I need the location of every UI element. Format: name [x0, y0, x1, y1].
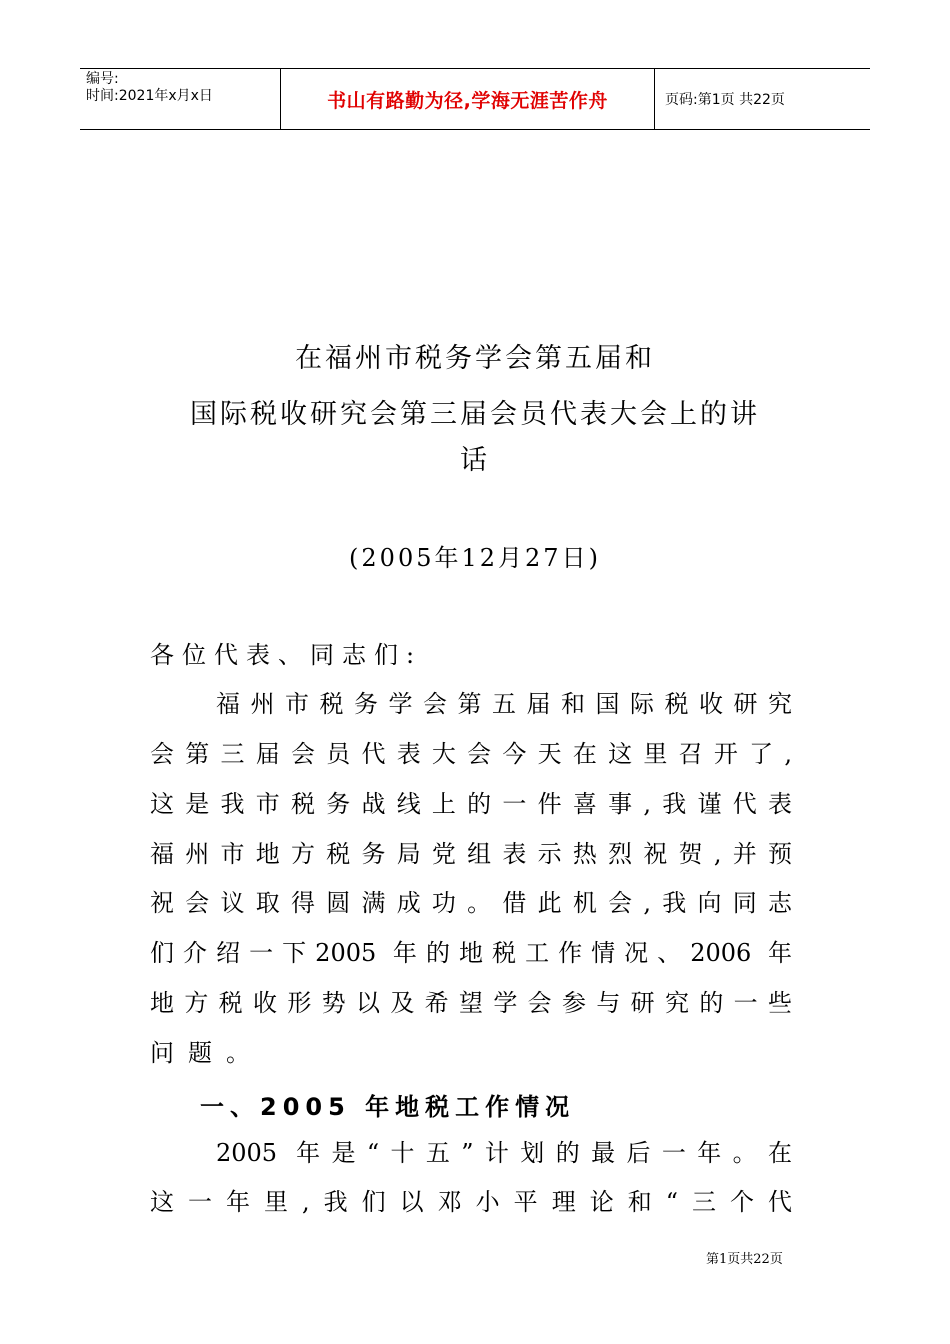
paragraph-line: 祝会议取得圆满成功。借此机会,我向同志 — [150, 889, 792, 917]
document-number-label: 编号: — [86, 71, 119, 87]
paragraph-line: 2005 年是“十五”计划的最后一年。在 — [216, 1139, 792, 1167]
page-header — [80, 68, 870, 130]
document-time-label: 时间:2021年x月x日 — [86, 88, 213, 104]
section-heading: 一、2005 年地税工作情况 — [200, 1093, 576, 1121]
paragraph-line: 这一年里,我们以邓小平理论和“三个代 — [150, 1188, 792, 1216]
header-page-info: 页码:第1页 共22页 — [665, 92, 785, 108]
paragraph-line: 会第三届会员代表大会今天在这里召开了, — [150, 740, 792, 768]
header-meta — [80, 69, 281, 129]
paragraph-line: 福州市税务学会第五届和国际税收研究 — [216, 690, 792, 718]
page-footer: 第1页共22页 — [706, 1252, 783, 1267]
salutation: 各位代表、同志们: — [150, 641, 423, 669]
header-motto: 书山有路勤为径,学海无涯苦作舟 — [281, 69, 655, 129]
paragraph-line: 福州市地方税务局党组表示热烈祝贺,并预 — [150, 840, 792, 868]
title-line-3: 话 — [460, 445, 490, 476]
paragraph-line: 这是我市税务战线上的一件喜事,我谨代表 — [150, 790, 792, 818]
speech-date: (2005年12月27日) — [349, 544, 601, 572]
title-line-1: 在福州市税务学会第五届和 — [295, 343, 655, 374]
paragraph-line: 问题。 — [150, 1039, 264, 1067]
title-line-2: 国际税收研究会第三届会员代表大会上的讲 — [190, 399, 760, 430]
paragraph-line: 们介绍一下2005 年的地税工作情况、2006 年 — [150, 939, 792, 967]
paragraph-line: 地方税收形势以及希望学会参与研究的一些 — [150, 989, 792, 1017]
